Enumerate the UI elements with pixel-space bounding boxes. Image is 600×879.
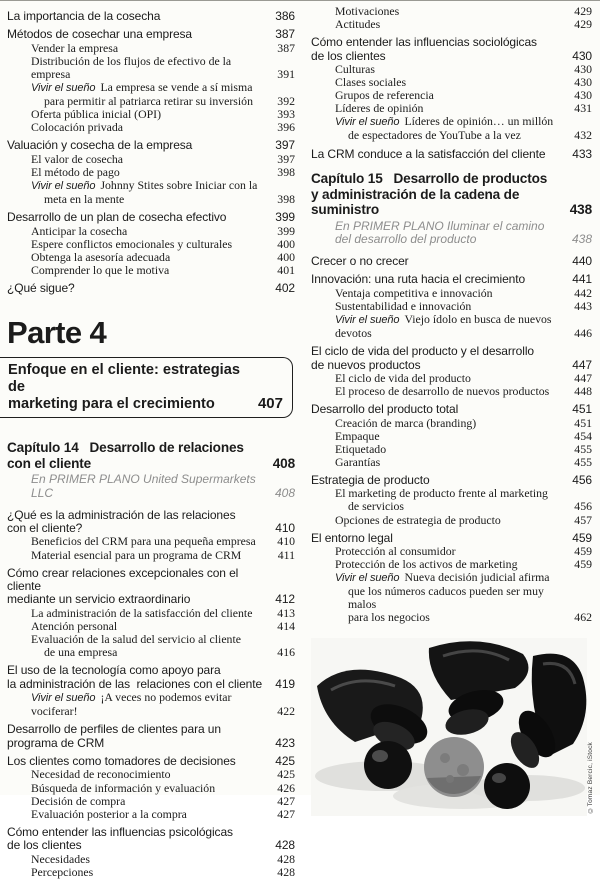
toc-entry-h1 [7, 211, 295, 224]
vivir-el-sueno-label: Vivir el sueño [31, 180, 96, 193]
page-number: 387 [277, 40, 295, 55]
toc-entry-h2 [7, 238, 295, 251]
entry-line: y administración de la cadena de suministro [311, 186, 523, 218]
entry-text [311, 487, 564, 513]
entry-text [7, 473, 265, 500]
entry-text [311, 474, 562, 487]
chess-pieces-photo [311, 638, 594, 816]
page-number: 442 [574, 285, 592, 300]
entry-line: Material esencial para un programa de CRM [31, 547, 242, 562]
page-number: 426 [277, 780, 295, 795]
entry-line: Los clientes como tomadores de decisiones [7, 754, 236, 768]
toc-entry-h2 [7, 535, 295, 548]
entry-line: Necesidades [31, 851, 90, 866]
toc-entry-h2 [7, 42, 295, 55]
vivir-el-sueno-label: Vivir el sueño [335, 116, 400, 129]
toc-entry-h2 [7, 691, 295, 718]
entry-line: Cómo entender las influencias psicológicas [7, 824, 233, 839]
page-number: 456 [574, 499, 592, 514]
entry-line: El ciclo de vida del producto [335, 370, 471, 385]
entry-text [7, 853, 267, 866]
entry-line: mediante un servicio extraordinario [7, 592, 191, 607]
page-number: 443 [574, 298, 592, 313]
page-number: 459 [572, 530, 592, 545]
toc-entry-h2 [7, 251, 295, 264]
entry-line: Desarrollo del producto total [311, 402, 459, 417]
toc-entry-h1 [311, 273, 592, 286]
entry-text [7, 55, 267, 81]
entry-line: de una empresa [44, 645, 118, 660]
page-number: 427 [277, 793, 295, 808]
entry-line [335, 571, 564, 585]
chapter-entry [7, 440, 295, 471]
entry-line: El uso de la tecnología como apoyo para [7, 663, 221, 678]
page-number: 441 [572, 272, 592, 287]
page-number: 430 [572, 48, 592, 63]
entry-text [311, 456, 564, 469]
page-number: 428 [277, 864, 295, 879]
entry-line: Capítulo 15 Desarrollo de productos [311, 170, 548, 186]
toc-entry-h1 [7, 567, 295, 607]
page-number: 451 [574, 415, 592, 430]
entry-line: Comprender lo que le motiva [31, 262, 170, 277]
page-number: 462 [574, 610, 592, 625]
entry-line: Líderes de opinión [335, 101, 424, 116]
chapter-entry [311, 171, 592, 218]
entry-text [311, 273, 562, 286]
entry-text [311, 148, 562, 161]
toc-entry-h2 [7, 225, 295, 238]
entry-text [7, 664, 265, 691]
page-number: 422 [277, 704, 295, 719]
page-number: 416 [277, 645, 295, 660]
entry-text [7, 633, 267, 659]
page-number: 446 [574, 326, 592, 341]
entry-line: Percepciones [31, 864, 94, 879]
entry-text [311, 385, 564, 398]
vivir-el-sueno-label: Vivir el sueño [31, 82, 96, 95]
entry-line: Métodos de cosechar una empresa [7, 27, 193, 42]
entry-line: Colocación privada [31, 120, 124, 135]
entry-text [7, 238, 267, 251]
toc-entry-h1 [7, 509, 295, 536]
toc-entry-h1 [311, 345, 592, 372]
page-number: 431 [574, 101, 592, 116]
entry-line: ¿Qué es la administración de las relaciones [7, 507, 236, 522]
entry-line: de nuevos productos [311, 357, 421, 372]
toc-entry-h2 [7, 866, 295, 879]
entry-line: El valor de cosecha [31, 151, 124, 166]
entry-line: la administración de las relaciones con el cliente [7, 676, 263, 691]
entry-line: Sustentabilidad e innovación [335, 298, 472, 313]
page-number: 425 [275, 754, 295, 768]
entry-text [7, 121, 267, 134]
entry-text [7, 755, 265, 768]
page-number: 408 [272, 455, 295, 471]
entry-line: La CRM conduce a la satisfacción del cliente [311, 146, 546, 161]
entry-line: meta en la mente [44, 192, 125, 207]
entry-line: Obtenga la asesoría adecuada [31, 249, 171, 264]
entry-line-text: La empresa se vende a sí misma [100, 80, 253, 95]
primer-plano-entry [311, 220, 592, 247]
page-number: 387 [275, 27, 295, 42]
entry-line: La administración de la satisfacción del cliente [31, 605, 253, 620]
entry-line: Desarrollo de perfiles de clientes para un [7, 722, 221, 737]
page-number: 451 [572, 402, 592, 417]
entry-text [7, 795, 267, 808]
toc-entry-h2 [311, 456, 592, 469]
toc-entry-h2 [311, 417, 592, 430]
entry-line: Estrategia de producto [311, 472, 430, 487]
entry-line-text: Johnny Stites sobre Iniciar con la [100, 178, 258, 193]
entry-text [7, 153, 267, 166]
entry-line: de los clientes [311, 48, 386, 63]
toc-entry-h1 [7, 755, 295, 768]
entry-line: que los números caducos pueden ser muy malos [348, 584, 547, 612]
toc-column-right [311, 5, 592, 879]
vivir-el-sueno-label: Vivir el sueño [335, 313, 400, 326]
page-number: 429 [574, 4, 592, 18]
entry-text [311, 514, 564, 527]
entry-line-text: Líderes de opinión… un millón [404, 114, 554, 129]
entry-text [7, 179, 267, 206]
page-number: 448 [574, 384, 592, 399]
toc-entry-h2 [311, 115, 592, 142]
page-number: 407 [257, 394, 283, 412]
page-number: 433 [572, 146, 592, 161]
entry-line: de servicios [348, 499, 405, 514]
primer-plano-entry [7, 473, 295, 500]
entry-line: Evaluación de la salud del servicio al cliente [31, 632, 241, 646]
page-number: 412 [275, 592, 295, 607]
entry-text [7, 225, 267, 238]
toc-entry-h2 [311, 313, 592, 340]
page-number: 447 [574, 370, 592, 385]
entry-line: Innovación: una ruta hacia el crecimiento [311, 272, 526, 287]
entry-line: Cómo crear relaciones excepcionales con el cliente [7, 565, 242, 593]
entry-text [7, 723, 265, 750]
page-number: 430 [574, 75, 592, 90]
entry-line: Necesidad de reconocimiento [31, 767, 171, 782]
entry-text [7, 826, 265, 853]
entry-text [311, 571, 564, 624]
entry-line: Empaque [335, 428, 380, 443]
page-number: 438 [569, 202, 592, 218]
toc-entry-h2 [7, 264, 295, 277]
toc-entry-h2 [7, 607, 295, 620]
entry-text [7, 251, 267, 264]
toc-entry-h2 [311, 487, 592, 513]
toc-entry-h2 [7, 633, 295, 659]
entry-line-text: Viejo ídolo en busca de nuevos devotos [335, 311, 555, 341]
toc-entry-h2 [7, 768, 295, 781]
entry-line [31, 691, 267, 718]
page-number: 432 [574, 128, 592, 143]
entry-line: Protección al consumidor [335, 544, 456, 558]
entry-text [311, 403, 562, 416]
entry-text [311, 345, 562, 372]
entry-line: Motivaciones [335, 4, 400, 18]
toc-entry-h2 [311, 287, 592, 300]
toc-entry-h2 [7, 121, 295, 134]
entry-text [7, 28, 265, 41]
page-number: 447 [572, 357, 592, 372]
toc-entry-h1 [7, 28, 295, 41]
page-number: 455 [574, 441, 592, 456]
entry-line: Distribución de los flujos de efectivo de la empresa [31, 53, 235, 81]
entry-text [311, 220, 562, 247]
toc-entry-h2 [7, 55, 295, 81]
toc-entry-h1 [7, 139, 295, 152]
toc-entry-h2 [7, 782, 295, 795]
toc-entry-h1 [7, 723, 295, 750]
entry-line: Búsqueda de información y evaluación [31, 780, 216, 795]
part-number-heading: Parte 4 [7, 315, 107, 351]
toc-entry-h2 [311, 430, 592, 443]
entry-line: El ciclo de vida del producto y el desarrollo [311, 344, 534, 359]
entry-line [335, 115, 564, 129]
toc-entry-h1 [311, 36, 592, 63]
entry-text [311, 443, 564, 456]
entry-line: Evaluación posterior a la compra [31, 806, 187, 821]
entry-text [311, 313, 564, 340]
part-title-box [0, 357, 293, 418]
page-number: 386 [275, 9, 295, 23]
entry-text [7, 768, 267, 781]
toc-entry-h1 [311, 403, 592, 416]
toc-entry-h1 [311, 148, 592, 161]
toc-entry-h2 [7, 549, 295, 562]
page-number: 459 [574, 557, 592, 572]
entry-text [7, 866, 267, 879]
entry-text [7, 567, 265, 607]
page-number: 454 [574, 428, 592, 443]
page-number: 456 [572, 472, 592, 487]
toc-entry-h2 [7, 81, 295, 108]
vivir-el-sueno-label: Vivir el sueño [31, 692, 96, 704]
entry-line: Opciones de estrategia de producto [335, 512, 501, 527]
page-number: 429 [574, 17, 592, 32]
toc-entry-h1 [7, 282, 295, 295]
toc-entry-h2 [7, 808, 295, 821]
entry-line: Oferta pública inicial (OPI) [31, 107, 162, 122]
toc-entry-h2 [311, 385, 592, 398]
entry-text [311, 430, 564, 443]
toc-entry-h2 [7, 853, 295, 866]
page-number: 423 [275, 735, 295, 750]
entry-line-text: Nueva decisión judicial afirma [404, 570, 550, 585]
entry-text [7, 42, 267, 55]
entry-line: Ventaja competitiva e innovación [335, 285, 493, 300]
entry-line: Cómo entender las influencias sociológicas [311, 35, 537, 50]
chess-pieces-illustration [311, 638, 587, 816]
entry-line: Capítulo 14 Desarrollo de relaciones [7, 440, 244, 456]
entry-text [8, 362, 248, 412]
entry-text [7, 535, 267, 548]
entry-line: Garantías [335, 454, 381, 469]
entry-line: Vender la empresa [31, 40, 119, 55]
page-number: 399 [277, 223, 295, 238]
page-number: 455 [574, 454, 592, 469]
entry-line: Desarrollo de un plan de cosecha efectivo [7, 210, 227, 225]
entry-line [31, 81, 267, 95]
entry-line: Espere conflictos emocionales y culturales [31, 236, 233, 251]
toc-entry-h1 [7, 826, 295, 853]
entry-text [7, 10, 265, 23]
entry-text [7, 264, 267, 277]
entry-line: Anticipar la cosecha [31, 223, 128, 238]
page-number: 419 [275, 676, 295, 691]
entry-line: de espectadores de YouTube a la vez [348, 128, 521, 143]
page-number: 413 [277, 605, 295, 620]
entry-text [7, 81, 267, 108]
page-number: 397 [275, 138, 295, 153]
entry-line: para permitir al patriarca retirar su inversión [44, 94, 253, 109]
entry-text [7, 139, 265, 152]
page-number: 397 [277, 151, 295, 166]
entry-line: Grupos de referencia [335, 88, 434, 103]
entry-line [31, 179, 267, 193]
page-number: 402 [275, 281, 295, 296]
entry-line: Protección de los activos de marketing [335, 557, 518, 572]
entry-text [7, 440, 263, 471]
entry-line: ¿Qué sigue? [7, 281, 75, 296]
page-number: 410 [277, 534, 295, 549]
toc-entry-h1 [311, 532, 592, 545]
toc-entry-h2 [311, 571, 592, 624]
page-number: 414 [277, 618, 295, 633]
entry-line [335, 313, 564, 340]
entry-line: En PRIMER PLANO United Supermarkets LLC [31, 472, 260, 500]
entry-line: Decisión de compra [31, 793, 126, 808]
entry-line: con el cliente [7, 455, 92, 471]
entry-line: marketing para el crecimiento [8, 395, 215, 412]
toc-entry-h2 [311, 514, 592, 527]
entry-line: Crecer o no crecer [311, 253, 409, 268]
entry-line: El entorno legal [311, 530, 393, 545]
entry-text [311, 36, 562, 63]
entry-text [311, 18, 564, 31]
entry-line: El método de pago [31, 164, 120, 179]
page-number: 457 [574, 512, 592, 527]
entry-line: Culturas [335, 62, 375, 76]
entry-line: Actitudes [335, 17, 381, 32]
page-number: 459 [574, 544, 592, 558]
entry-text [311, 255, 562, 268]
page-number: 401 [277, 262, 295, 277]
page-number: 393 [277, 107, 295, 122]
toc-entry-h1 [311, 474, 592, 487]
entry-line: El proceso de desarrollo de nuevos productos [335, 384, 550, 399]
page-number: 438 [571, 232, 592, 247]
page-number: 427 [277, 806, 295, 821]
page-number: 411 [277, 547, 295, 562]
toc-column-left [7, 5, 295, 879]
toc-entry-h2 [311, 18, 592, 31]
entry-text [7, 549, 268, 562]
entry-line: de los clientes [7, 838, 82, 853]
entry-line: con el cliente? [7, 521, 83, 535]
entry-line: programa de CRM [7, 735, 105, 750]
entry-line: del desarrollo del producto [335, 232, 477, 247]
toc-entry-h1 [311, 255, 592, 268]
page-number: 428 [277, 851, 295, 866]
page-number: 440 [572, 253, 592, 268]
entry-text [311, 532, 562, 545]
entry-text [7, 607, 267, 620]
vivir-el-sueno-label: Vivir el sueño [335, 572, 400, 585]
page-number: 392 [277, 94, 295, 109]
page-number: 430 [574, 62, 592, 76]
entry-line: Etiquetado [335, 441, 387, 456]
entry-line: Valuación y cosecha de la empresa [7, 138, 193, 153]
entry-text [311, 287, 564, 300]
page-number: 396 [277, 120, 295, 135]
entry-line: Beneficios del CRM para una pequeña empresa [31, 534, 256, 549]
page-number: 400 [277, 236, 295, 251]
toc-entry-h2 [311, 443, 592, 456]
toc-entry-h1 [7, 664, 295, 691]
page-number: 428 [275, 838, 295, 853]
page-number: 430 [574, 88, 592, 103]
entry-line: El marketing de producto frente al marketing [335, 486, 548, 501]
entry-line: En PRIMER PLANO Iluminar el camino [335, 218, 545, 233]
entry-line: Clases sociales [335, 75, 407, 90]
entry-text [7, 782, 267, 795]
page-number: 410 [275, 521, 295, 535]
page-number: 400 [277, 249, 295, 264]
entry-line: para los negocios [348, 610, 430, 625]
entry-line-text: ¡A veces no podemos evitar vociferar! [31, 690, 235, 719]
toc-entry-h2 [7, 795, 295, 808]
entry-line: Enfoque en el cliente: estrategias de [8, 362, 245, 396]
page-number: 399 [275, 210, 295, 225]
entry-text [7, 509, 265, 536]
photo-credit: ©Tomaz Bercic, iStock [587, 742, 594, 814]
page-number: 408 [274, 486, 295, 500]
entry-text [311, 171, 560, 218]
toc-entry-h2 [7, 179, 295, 206]
entry-line: La importancia de la cosecha [7, 9, 161, 23]
entry-text [7, 691, 267, 718]
page-number: 425 [277, 767, 295, 782]
entry-text [311, 417, 564, 430]
entry-text [7, 282, 265, 295]
entry-line: Atención personal [31, 618, 118, 633]
entry-text [311, 115, 564, 142]
page-number: 398 [277, 164, 295, 179]
page-number: 398 [277, 192, 295, 207]
toc-entry-h2 [7, 153, 295, 166]
entry-text [7, 211, 265, 224]
entry-line: Creación de marca (branding) [335, 415, 477, 430]
page-top-rule [0, 0, 600, 1]
page-number: 391 [277, 67, 295, 81]
entry-text [7, 808, 267, 821]
toc-entry-h1 [7, 10, 295, 23]
